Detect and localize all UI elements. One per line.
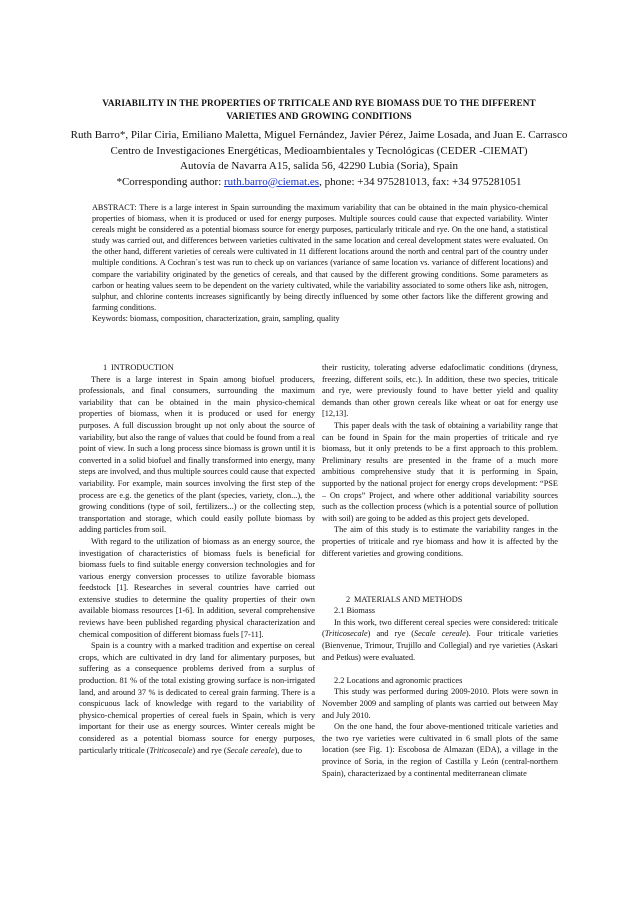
locations-paragraph-1: This study was performed during 2009-2010. Plots were sown in November 2009 and sampling of plants was carried out between May and July 2010. <box>322 687 558 720</box>
intro-paragraph-2: With regard to the utilization of biomass as an energy source, the investigation of characteristics of biomass fuels is beneficial for biomass fuels to find suitable energy conversion technologies and for various energy conversion processes to utilize favorable biomass feedstock [1]. Researches in several countries have carried out extensive studies to determine the quality properties of their own available biomass resources [1-6]. In addition, several comprehensive reviews have been published regarding physical characterization and chemical composition of different biomass fuels [7-11]. <box>79 536 315 639</box>
locations-paragraph-2: On the one hand, the four above-mentioned triticale varieties and the two rye varieties were cultivated in 6 small plots of the same location (see Fig. 1): Escobosa de Almazan (EDA), a village in the province of Soria, in the region of Castilla y León (central-northern Spain), characterizaed by a continental mediterranean climate <box>322 722 558 778</box>
species-name-triticale: Triticosecale <box>149 745 193 755</box>
address: Autovía de Navarra A15, salida 56, 42290 Lubia (Soria), Spain <box>180 160 458 172</box>
contact-details: , phone: +34 975281013, fax: +34 975281051 <box>319 175 522 188</box>
corresponding-prefix: *Corresponding author: <box>116 175 225 188</box>
corresponding-author <box>40 175 598 191</box>
section-title: MATERIALS AND METHODS <box>354 594 463 604</box>
intro-paragraph-5: The aim of this study is to estimate the variability ranges in the properties of triticale and rye biomass and how it is affected by the different varieties and growing conditions. <box>322 525 558 558</box>
biomass-text-end: ). Four triticale varieties (Bienvenue, Trimour, Trujillo and Collegial) and rye varieties (Askari and Petkus) were evaluated. <box>322 629 558 662</box>
spacer <box>322 663 558 675</box>
species-name-triticale: Triticosecale <box>324 629 368 639</box>
author-block <box>40 128 598 190</box>
paper-title <box>70 97 568 123</box>
spacer <box>322 559 558 582</box>
left-column <box>79 362 315 756</box>
biomass-text: In this work, two different cereal species were considered: triticale ( <box>322 617 558 639</box>
intro-paragraph-3-text: Spain is a country with a marked tradition and expertise on cereal crops, which are cultivated in dry land for alimentary purposes, but suffering as a consequence problems derived from a surplus of production. 81 % of the total existing growing surface is non-irrigated land, and around 37 % is dedicated to cereal grain farming. There is a conspicuous lack of knowledge with regard to the variability of physico-chemical properties of cereal fuels in Spain, which is very important for their use as energy sources. Winter cereals might be considered as a potential biomass source for energy purposes, particularly triticale ( <box>79 641 315 755</box>
intro-paragraph-3-text-mid: ) and rye ( <box>192 745 227 755</box>
intro-paragraph-1: There is a large interest in Spain among biofuel producers, professionals, and final consumers, surrounding the maximum variability that can be obtained in the main physico-chemical properties of biomass, when it is produced or used for energy purposes. A full discussion brought up not only about the source of variability, but also the range of values that could be found from a real point of view. In such a long process since biomass is grown until it is converted in a solid biofuel and finally transformed into energy, many steps are involved, and thus multiple sources could cause that expected variability. For example, main sources involving the first step of the process are e.g. the genetics of the plant (species, variety, clon...), the growing conditions (type of soil, fertilizers...) or the collecting step, transportation and storage, which could easily pollute biomass by adding particles from soil. <box>79 374 315 535</box>
section-heading-introduction <box>79 362 315 374</box>
keywords: Keywords: biomass, composition, characterization, grain, sampling, quality <box>92 313 340 323</box>
biomass-paragraph <box>322 617 558 663</box>
affiliation: Centro de Investigaciones Energéticas, Medioambientales y Tecnológicas (CEDER -CIEMAT) <box>110 144 528 157</box>
intro-paragraph-3-continued: their rusticity, tolerating adverse edafoclimatic conditions (dryness, freezing, different soils, etc.). In addition, these two species, triticale and rye, were previously found to have better yield and quality demands than other grown cereals like wheat or oat for energy use [12,13]. <box>322 363 558 419</box>
intro-paragraph-4: This paper deals with the task of obtaining a variability range that can be found in Spain for the main properties of triticale and rye biomass, but it only pretends to be a first approach to this problem. Preliminary results are presented in the frame of a much more ambitious comprehensive study that it is performing in Spain, supported by the national project for energy crops development: “PSE – On crops” Project, and where other additional variability sources such as the collection process (which is a potential source of pollution with soil) are going to be added as this project gets developed. <box>322 420 558 523</box>
email-link[interactable]: ruth.barro@ciemat.es <box>224 175 320 188</box>
abstract-text: ABSTRACT: There is a large interest in Spain surrounding the maximum variability that can be obtained in the main physico-chemical properties of biomass, when it is produced or used for energy purposes. Multiple sources could cause that expected variability. Winter cereals might be considered as a potential biomass source for energy purposes, particularly triticale and rye. On the one hand, a statistical study was carried out, and differences between varieties cultivated in the same location and cereal development states were evaluated. On the other hand, different varieties of cereals were cultivated in 11 different locations around the north and central part of the country under multiple conditions. A Cochran´s test was run to check up on variances (variance of same location vs. variance of different locations) and compare the variability originated by the genetics of cereals, and that caused by the different growing conditions. Some parameters as carbon or heating values seem to be dependent on the variety cultivated, while the variability associated to some others like ash, nitrogen, sulphur, and chlorine contents increases significantly by being directly influenced by some other factors like the different growing and farming conditions. <box>92 203 548 312</box>
title-line-2: VARIETIES AND GROWING CONDITIONS <box>226 111 412 121</box>
spacer <box>322 582 558 594</box>
author-names: Ruth Barro*, Pilar Ciria, Emiliano Maletta, Miguel Fernández, Javier Pérez, Jaime Losada, and Juan E. Carrasco <box>70 129 568 141</box>
intro-paragraph-3 <box>79 640 315 756</box>
section-heading-materials-methods <box>322 594 558 606</box>
intro-paragraph-3-text-end: ), due to <box>274 745 302 755</box>
subsection-heading-locations: 2.2 Locations and agronomic practices <box>334 675 463 685</box>
abstract <box>92 202 548 324</box>
biomass-text-mid: ) and rye ( <box>367 629 414 639</box>
section-number: 2 <box>346 594 351 604</box>
species-name-rye: Secale cereale <box>413 629 466 639</box>
right-column <box>322 362 558 779</box>
section-title: INTRODUCTION <box>111 363 174 372</box>
species-name-rye: Secale cereale <box>226 745 275 755</box>
section-number: 1 <box>103 363 108 372</box>
subsection-heading-biomass: 2.1 Biomass <box>334 606 376 616</box>
title-line-1: VARIABILITY IN THE PROPERTIES OF TRITICALE AND RYE BIOMASS DUE TO THE DIFFERENT <box>102 98 536 108</box>
